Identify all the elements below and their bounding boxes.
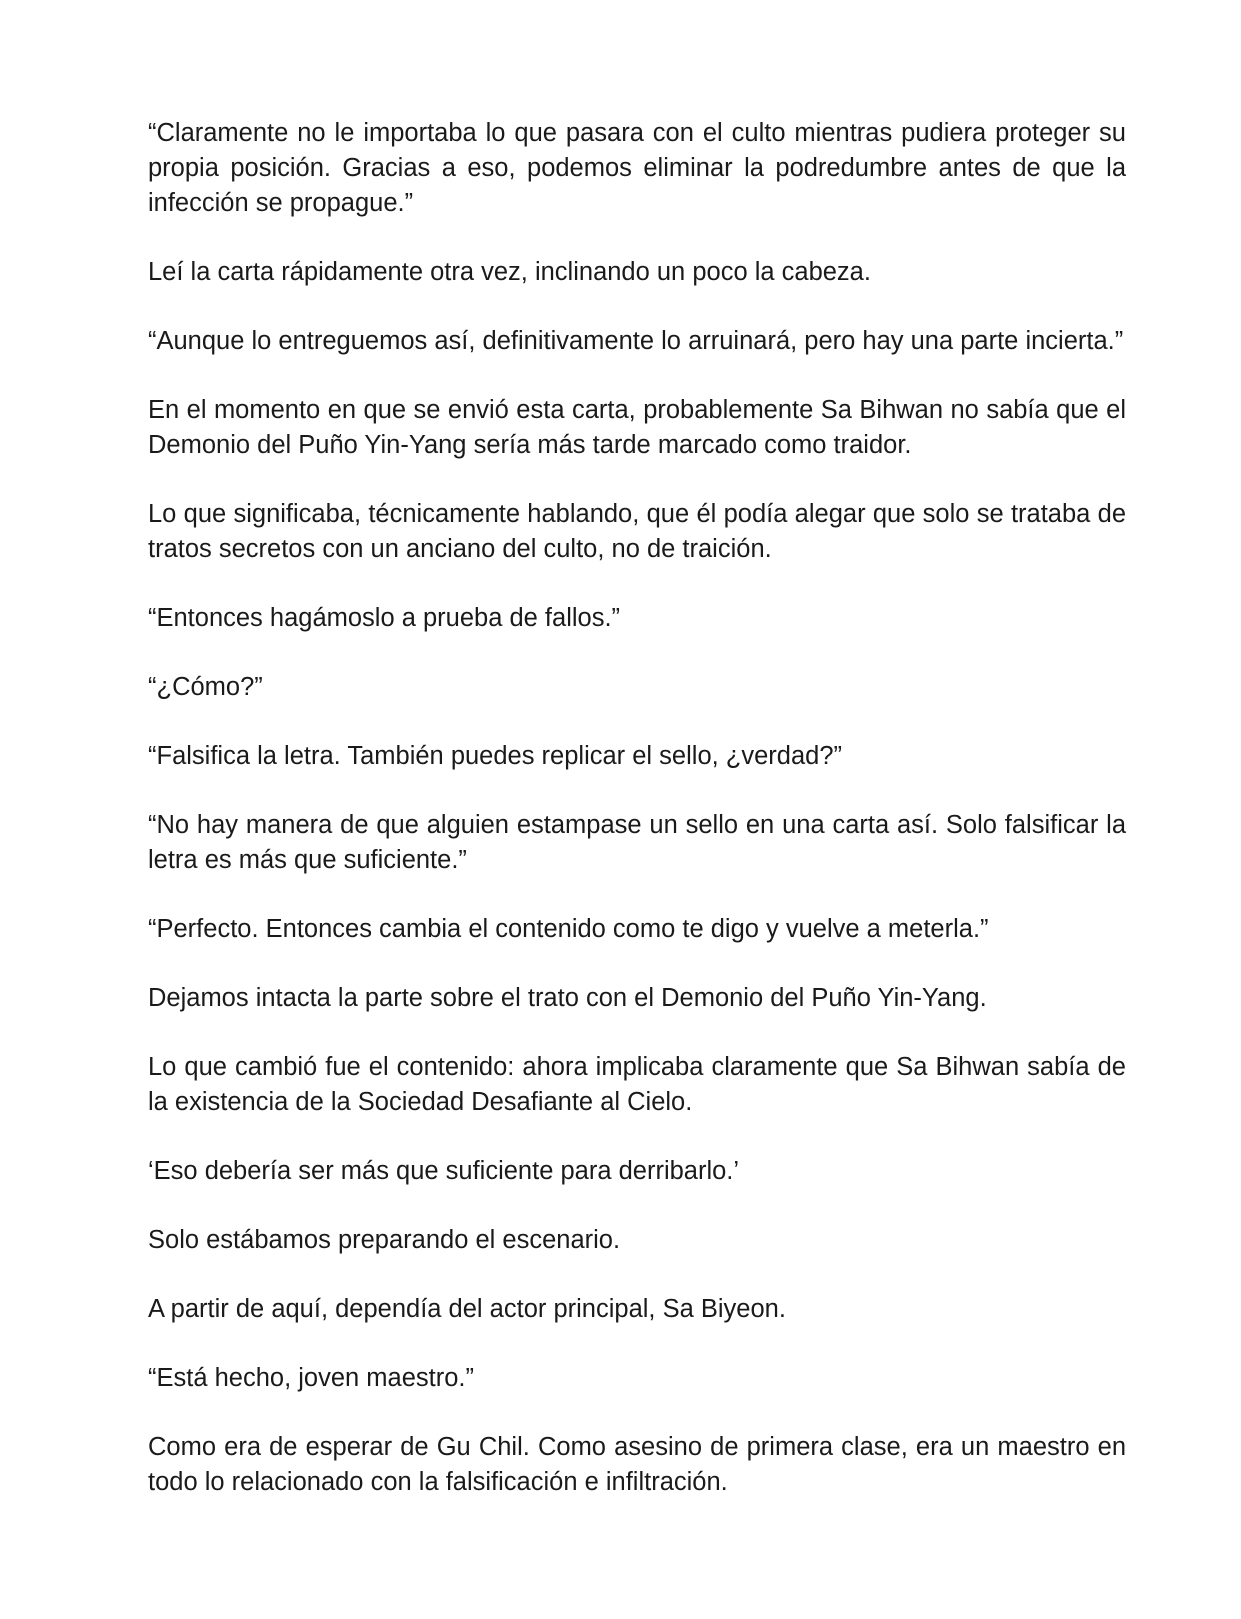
paragraph: “No hay manera de que alguien estampase un sello en una carta así. Solo falsificar la letra es más que suficiente.” [148,811,1126,874]
paragraph: “Entonces hagámoslo a prueba de fallos.” [148,604,621,632]
paragraph: En el momento en que se envió esta carta, probablemente Sa Bihwan no sabía que el Demonio del Puño Yin-Yang sería más tarde marcado como traidor. [148,396,1126,459]
paragraph: Lo que significaba, técnicamente hablando, que él podía alegar que solo se trataba de tratos secretos con un anciano del culto, no de traición. [148,500,1126,563]
paragraph: “Perfecto. Entonces cambia el contenido como te digo y vuelve a meterla.” [148,915,989,943]
paragraph: A partir de aquí, dependía del actor principal, Sa Biyeon. [148,1295,786,1323]
paragraph: Leí la carta rápidamente otra vez, inclinando un poco la cabeza. [148,258,871,286]
paragraph: Dejamos intacta la parte sobre el trato con el Demonio del Puño Yin-Yang. [148,984,987,1012]
paragraph: “Aunque lo entreguemos así, definitivamente lo arruinará, pero hay una parte incierta.” [148,327,1124,355]
paragraph: Como era de esperar de Gu Chil. Como asesino de primera clase, era un maestro en todo lo relacionado con la falsificación e infiltración. [148,1433,1126,1496]
document-page [148,116,1126,1500]
paragraph: “Falsifica la letra. También puedes replicar el sello, ¿verdad?” [148,742,843,770]
paragraph: “Claramente no le importaba lo que pasara con el culto mientras pudiera proteger su propia posición. Gracias a eso, podemos eliminar la podredumbre antes de que la infección se propague.” [148,119,1126,217]
paragraph: “Está hecho, joven maestro.” [148,1364,474,1392]
paragraph: Solo estábamos preparando el escenario. [148,1226,621,1254]
paragraph: Lo que cambió fue el contenido: ahora implicaba claramente que Sa Bihwan sabía de la existencia de la Sociedad Desafiante al Cielo. [148,1053,1126,1116]
paragraph: “¿Cómo?” [148,673,263,701]
paragraph: ‘Eso debería ser más que suficiente para derribarlo.’ [148,1157,740,1185]
